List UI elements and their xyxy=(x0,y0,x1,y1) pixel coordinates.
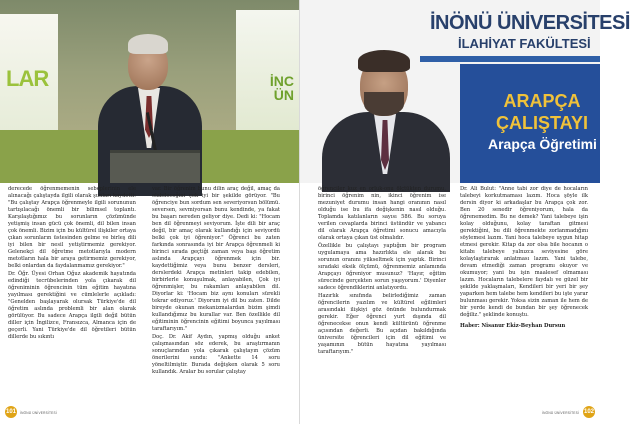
text-column-2 xyxy=(460,186,588,331)
banner-text: İNC ÜN xyxy=(269,73,294,103)
right-page xyxy=(300,0,630,424)
page-number: 102 xyxy=(583,406,595,418)
text-column-2 xyxy=(152,186,280,377)
paragraph: öğrenciler kuz en orluk-onu ölçtükten durumu, birinci öğrenim nin, ikinci öğrenim ise mezuniyet durumu insan hangi oranının nasıl olduğu ise bu ifa değişkenin nasıl olduğu. Toplamda katılanların sayısı 586. Bu soruya verilen cevaplarda birinci üstündür ve yabancı dil olarak Arapça öğretimi sonucu amacıyla olarak ortaya çıkan üst olmalıdır. xyxy=(318,186,446,241)
paragraph: var. Bir öğrenim bunu dilin araç değil, amaç da olabileceğini çok iyi bir şekilde görüyor. "Bu öğrenciye bun sordum sen severiyorsun bölümü. seversen, sevmiyorsan bunu kendinde, ya fakat bu başarı nereden geliyor diye. Dedi ki: "Hocam ben dil öğrenmeyi seviyorum. İşte dili bir araç değil, bir amaç olarak kullandığı için seviyordü belki çok iyi öğreniyor." Öğrenci bu zaten farkında sonrasında iyi bir Arapça öğrenmeli ki birinci sırada geçtiği zaman veya başı öğretim aslında Arapçayı öğrenmek için bir. kaydettiğimiz veya bunu benzer dersleri, derslerdeki Arapça metinleri takip edebilen, birbirlerle konuşulmak, anlayabilen, Çok iyi öğrenmişler, bu rakamları anlayabilen dil. Diyorlar ki: 'Hocam biz aynı konuları sürekli tekrar ediyoruz.' Diyorum iyi dil bu zaten. Dilde bireyde okunan mekanizmalardan bizim şimdi kullandığımız bu kurallar var. Ben özellikle dil eğitiminin öğrencinin eğitimi boyunca yayılması taraftarıyım." xyxy=(152,186,280,332)
speaker-hair xyxy=(358,50,410,72)
banner-stripe xyxy=(420,56,600,62)
speaker-photo xyxy=(0,0,300,183)
banner-panel-text: ARAPÇA ÇALIŞTAYI xyxy=(496,91,589,133)
paragraph: Özellikle bu çalıştayı yaptığım bir program uygulamaya ama hazırlıkta ele alarak bu sorunun oranını yükseltmek için yaptık. Birinci sıradaki eksik ölçümü, öğrenmemiz anlamında Arapçayı öğreniyor musunuz? 'Hayır, eğitim sürecinde gerçekten sorun yaşıyorum.' Diyenler sadece öğrendiklerini anlatıyordu. xyxy=(318,243,446,291)
footer-label: İNÖNÜ ÜNİVERSİTESİ xyxy=(20,411,57,415)
text-column-1 xyxy=(8,186,136,342)
left-page xyxy=(0,0,300,424)
paragraph: Hazırlık sınıfında belirlediğimiz zaman öğrencilerin yazılım ve kültürel eğilimleri arasındaki ilişkiyi göz önünde bulundurmak gerekir. Eğer öğrenci yurt dışında dil öğrenecekse onun kendi kültürünü öğrenme açısından değerli. Bu açıdan bakıldığında üniversite öğrencileri için dil eğitimi ve yaşamının bütün hayatına yayılması taraftarıyım." xyxy=(318,293,446,355)
banner-title: İNÖNÜ ÜNİVERSİTESİ xyxy=(430,12,630,34)
banner-panel-text: Arapça Öğretimi xyxy=(488,136,597,152)
banner-text: LAR xyxy=(6,66,49,91)
page-number: 101 xyxy=(5,406,17,418)
paragraph: Dr. Ali Bulut: "Anne tabi zor diye de hocaların talebeyi korkutmaması lazım. Hoca şöyle ilk dersin diyor ki arkadaşlar bu Arapça çok zor. Ben 20 senedir öğreniyorum, hala da öğrenemedim. Bu ne demek? Yani talebeye işin kolay olduğunu, kolay taraftan gitmesi gerektiğini, bu dili öğrenmekte zorlanmadığını söylemesi lazım. Yani hoca talebeye uygun hitap etmesi gerekir. Kitap da zor olsa bile hocanın o kitabı talebeye yalnızca seviyesine göre kolaylaştırarak anlatması lazım. Yani talebe, devam etmediği zaman programı okuyor ve okumuyor; yani bu işin maalesef olmaması lazım. Hocaların talebelere faydalı ve güzel bir şekilde yaklaşmaları, Kendileri bir yeri bir şey yaparken hem talebe hem kendileri bu işte yarar bulunması gerekir. Yoksa sizin zaman ile hem de bir yerde kendi de bundan bir şey öğrenecek değiliz." şeklinde konuştu. xyxy=(460,186,588,318)
paragraph: Dr. Öğr. Üyesi Orhan Oğuz akademik hayatında edindiği tecrübelerinden yola çıkarak dil öğreniminin öğrencinin tüm eğitim hayatına yayılması gerektiğini ve cümlelerle açıkladı: "Genelden başlayarak olursak Türkiye'de dil öğretim aslında problemli bir alan olarak görülüyor. Bu sadece Arapça ilgili değil bütün diller için İngilizce, Fransızca, Almanca için de geçerli. Yani Türkiye'de dil öğretileri bütün dillerde bu sıkıntı xyxy=(8,271,136,340)
footer-label: İNÖNÜ ÜNİVERSİTESİ xyxy=(542,411,579,415)
podium xyxy=(110,150,200,183)
speaker-beard xyxy=(364,92,404,116)
paragraph: Doç. Dr. Akif Aydın, yapmış olduğu anket çalışmasından söz ederek, bu araştırmanın sonuçlarından yola çıkarak çalıştayın çözüm önerilerini sundu: "Ankette 14 soru yöneltilmiştir. Burada değişken olarak 5 soru kullandık. Aralar bu sorular çalıştay xyxy=(152,334,280,375)
text-column-1 xyxy=(318,186,446,357)
speaker-photo xyxy=(300,0,630,183)
paragraph: derecede öğrenmemenin sebeplerinin ele alınacağı çalıştayda ilgili olarak şunları kaydetti: "Bu çalıştay Arapça öğrenmeyle ilgili sorununun tartışılacağı önemli bir bilimsel toplantı. Karşılaştığımız bu sorunların çözümünde yetişmiş insan gücü çok önemli, dil bilen insan çok önemli. Bizim için bu kültürel ilişkiler ortaya çıkan sorunların üstesinden gelme ve birleş dili iyi bilen bir nesil yetiştirmemiz gerekiyor. Gelenekçi dil öğretme metotlarıyla modern metotların hala bir araya getirmemiz gerekiyor, belki onlardan da faydalanmamız gerekiyor." xyxy=(8,186,136,269)
article-author: Haber: Nisanur Ekiz-Beyhan Dursun xyxy=(460,323,566,329)
speaker-hair xyxy=(128,34,168,54)
banner-subtitle: İLAHİYAT FAKÜLTESİ xyxy=(458,36,591,51)
